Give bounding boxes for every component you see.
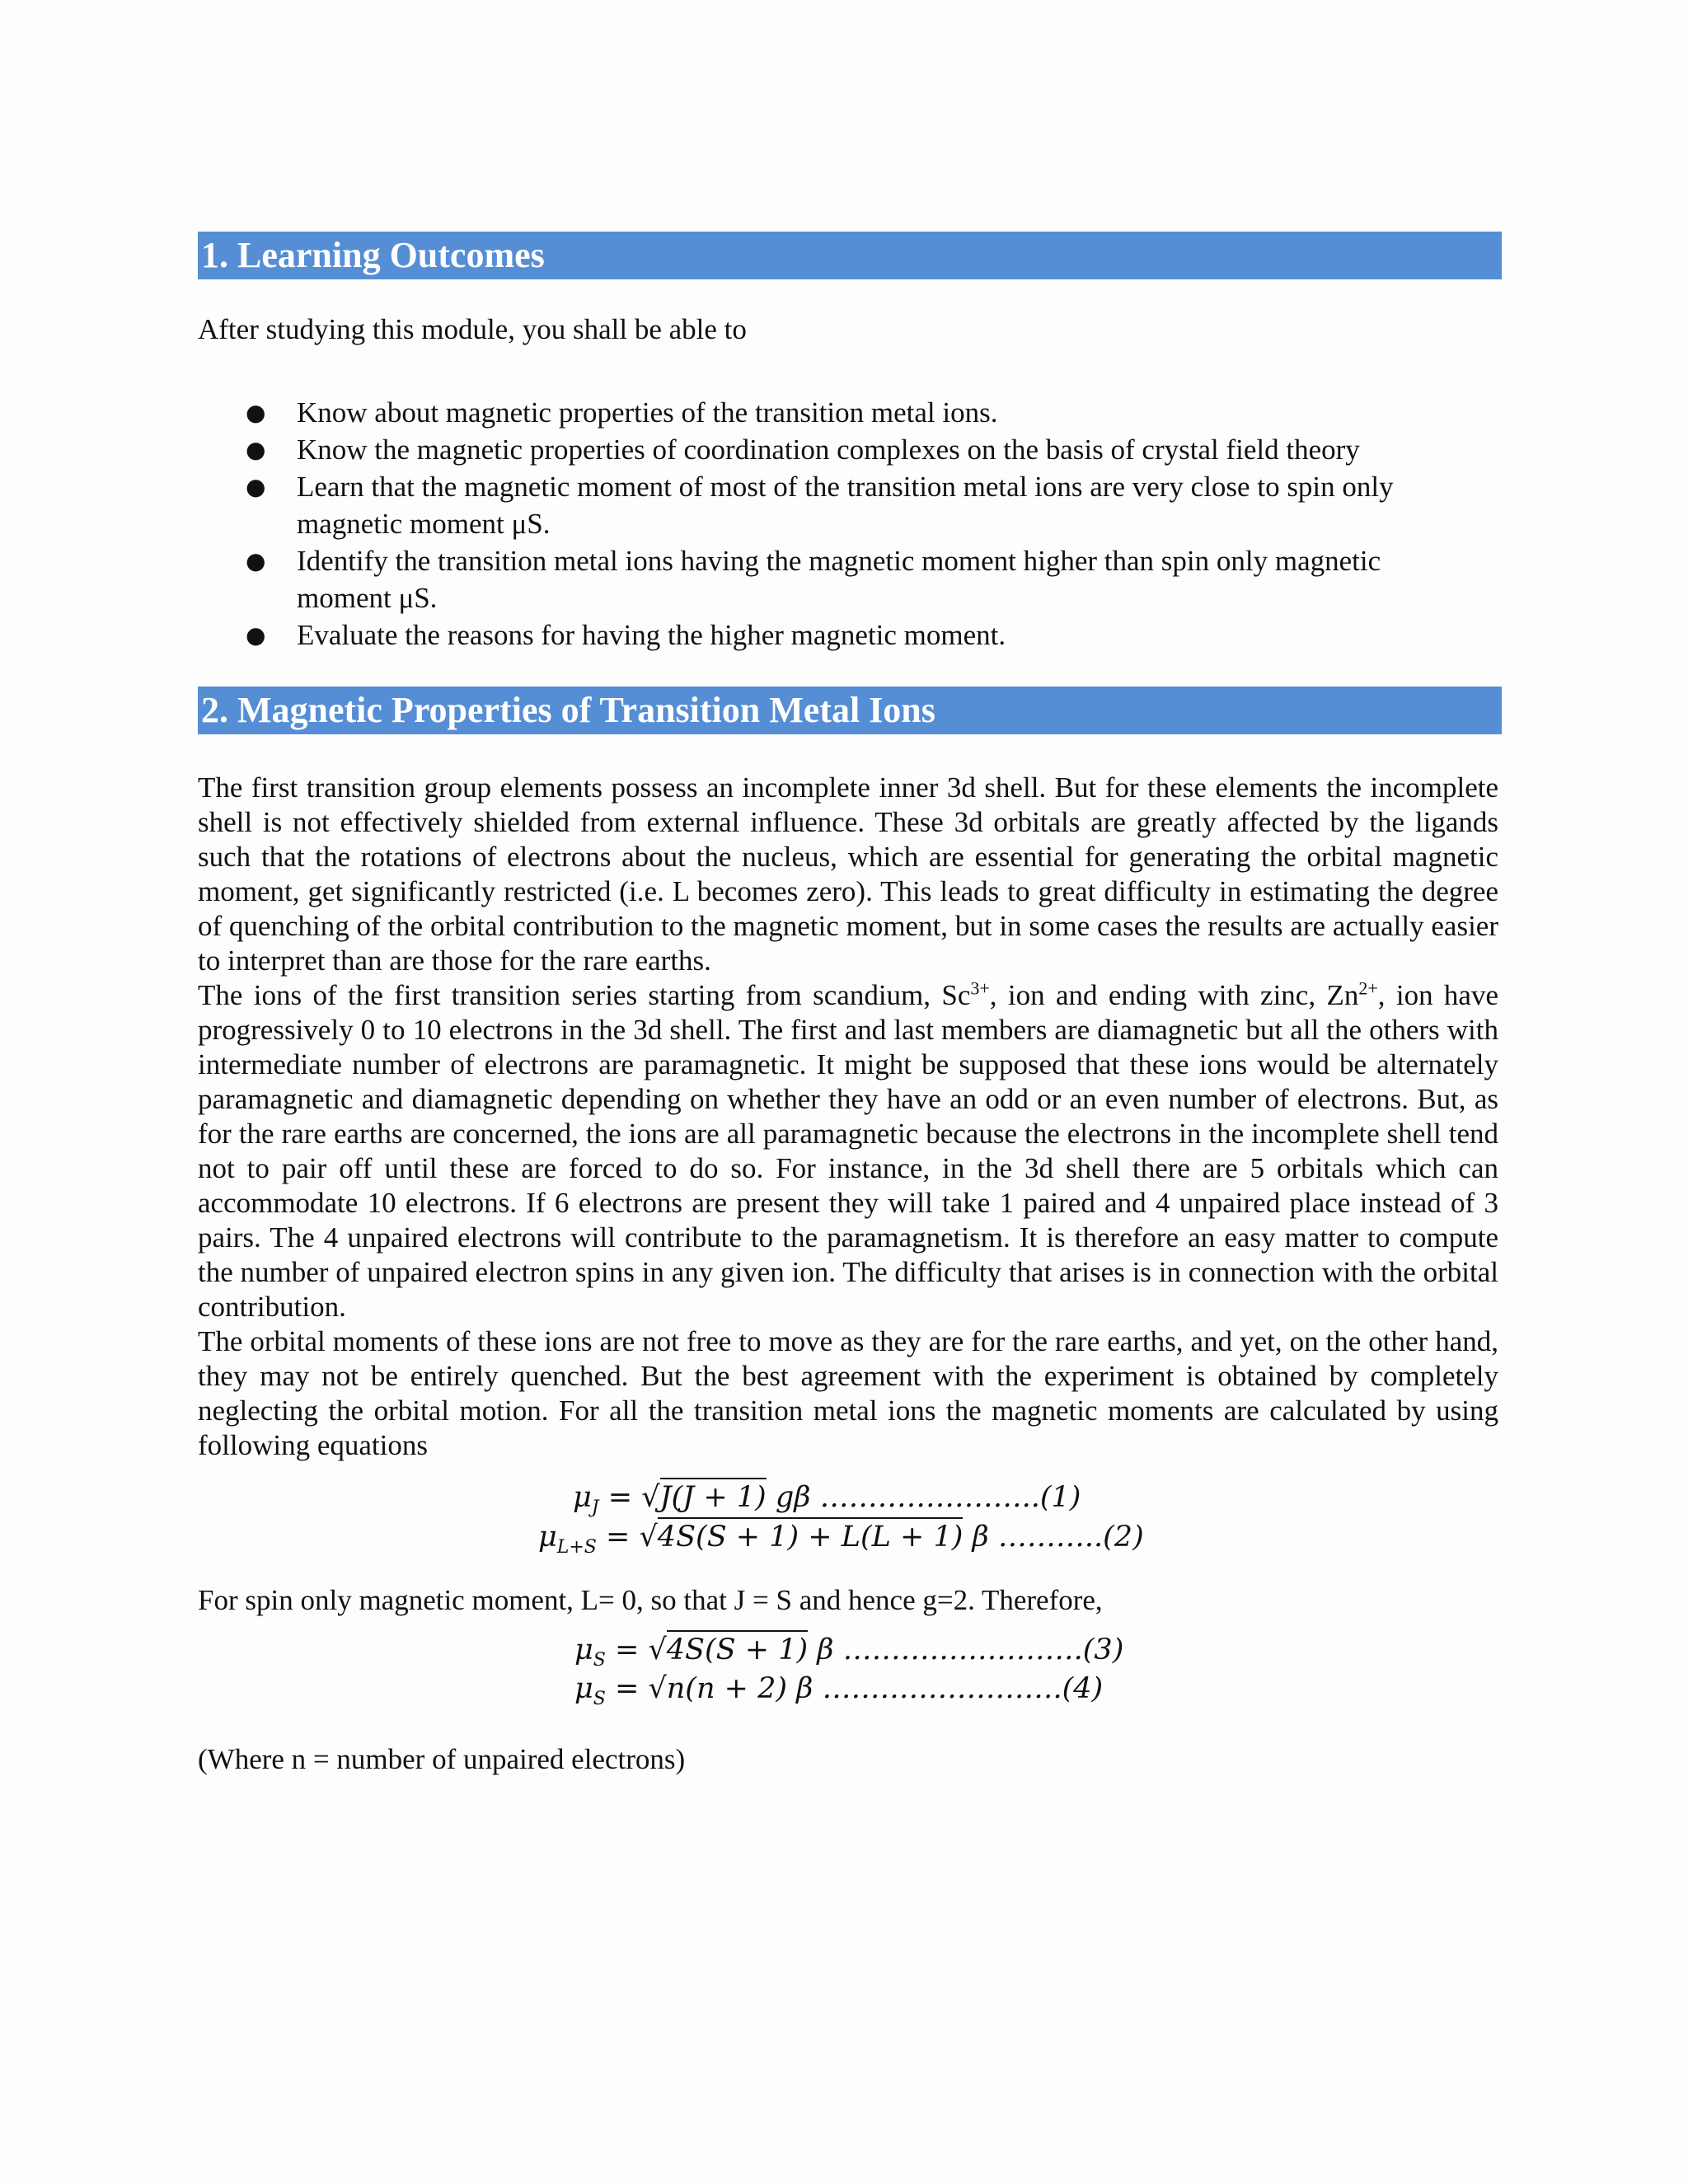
paragraph-1: The first transition group elements possess an incomplete inner 3d shell. But for these elements the incomplete shell is not effectively shielded from external influence. These 3d orbitals are greatly affected by the ligands such that the rotations of electrons about the nucleus, which are essential for generating the orbital magnetic moment, get significantly restricted (i.e. L becomes zero). This leads to great difficulty in estimating the degree of quenching of the orbital contribution to the magnetic moment, but in some cases the results are actually easier to interpret than are those for the rare earths. — [198, 771, 1498, 977]
list-item: ● Know about magnetic properties of the transition metal ions. — [198, 394, 1467, 431]
section-heading-magnetic-properties: 2. Magnetic Properties of Transition Metal Ions — [198, 687, 1502, 734]
learning-outcomes-list — [198, 394, 1467, 654]
list-item: ● Identify the transition metal ions having the magnetic moment higher than spin only magnetic moment μS. — [198, 542, 1467, 616]
equation-4: $\mu_S = √n(n + 2)$ β …………………….(4) — [574, 1672, 1104, 1709]
bullet-icon: ● — [246, 473, 266, 500]
zn-ion-charge: 2+ — [1358, 977, 1378, 999]
bullet-icon: ● — [246, 399, 266, 426]
spin-only-text: For spin only magnetic moment, L= 0, so that J = S and hence g=2. Therefore, — [198, 1584, 1103, 1616]
bullet-icon: ● — [246, 436, 266, 463]
bullet-icon: ● — [246, 621, 266, 649]
paragraph-2: The ions of the first transition series starting from scandium, $Sc^{3+}$, ion and ending with zinc, $Zn^{2+}$, ion have progressively 0 to 10 electrons in the 3d shell. The first and last members are diamagnetic but all the others with intermediate number of electrons are paramagnetic. It might be supposed that these ions would be alternately paramagnetic and diamagnetic depending on whether they have an odd or an even number of electrons. But, as for the rare earths are concerned, the ions are all paramagnetic because the electrons in the incomplete shell tend not to pair off until these are forced to do so. For instance, in the 3d shell there are 5 orbitals which can accommodate 10 electrons. If 6 electrons are present they will take 1 paired and 4 unpaired place instead of 3 pairs. The 4 unpaired electrons will contribute to the paramagnetism. It is therefore an easy matter to compute the number of unpaired electron spins in any given ion. The difficulty that arises is in connection with the orbital contribution. — [198, 977, 1498, 1323]
intro-text: After studying this module, you shall be able to — [198, 313, 747, 345]
paragraph-3: The orbital moments of these ions are not free to move as they are for the rare earths, and yet, on the other hand, they may not be entirely quenched. But the best agreement with the experiment is obtained by completely neglecting the orbital motion. For all the transition metal ions the magnetic moments are calculated by using following equations — [198, 1325, 1498, 1461]
equation-3: $\mu_S = √4S(S + 1)$ β …………………….(3) — [574, 1632, 1123, 1679]
equation-1: $\mu_J = √J(J + 1)$ gβ …………………..(1) — [573, 1479, 1081, 1526]
list-item: ● Learn that the magnetic moment of most of the transition metal ions are very close to spin only magnetic moment μS. — [198, 468, 1467, 542]
bullet-icon: ● — [246, 547, 266, 574]
section-heading-learning-outcomes: 1. Learning Outcomes — [198, 232, 1502, 279]
where-note: (Where n = number of unpaired electrons) — [198, 1743, 686, 1775]
equation-2: $\mu_{L+S} = √4S(S + 1) + L(L + 1)$ β ………..(2) — [538, 1519, 1144, 1566]
list-item: ● Evaluate the reasons for having the higher magnetic moment. — [198, 616, 1467, 654]
list-item: ● Know the magnetic properties of coordination complexes on the basis of crystal field theory — [198, 431, 1467, 468]
sc-ion-charge: 3+ — [970, 977, 990, 999]
